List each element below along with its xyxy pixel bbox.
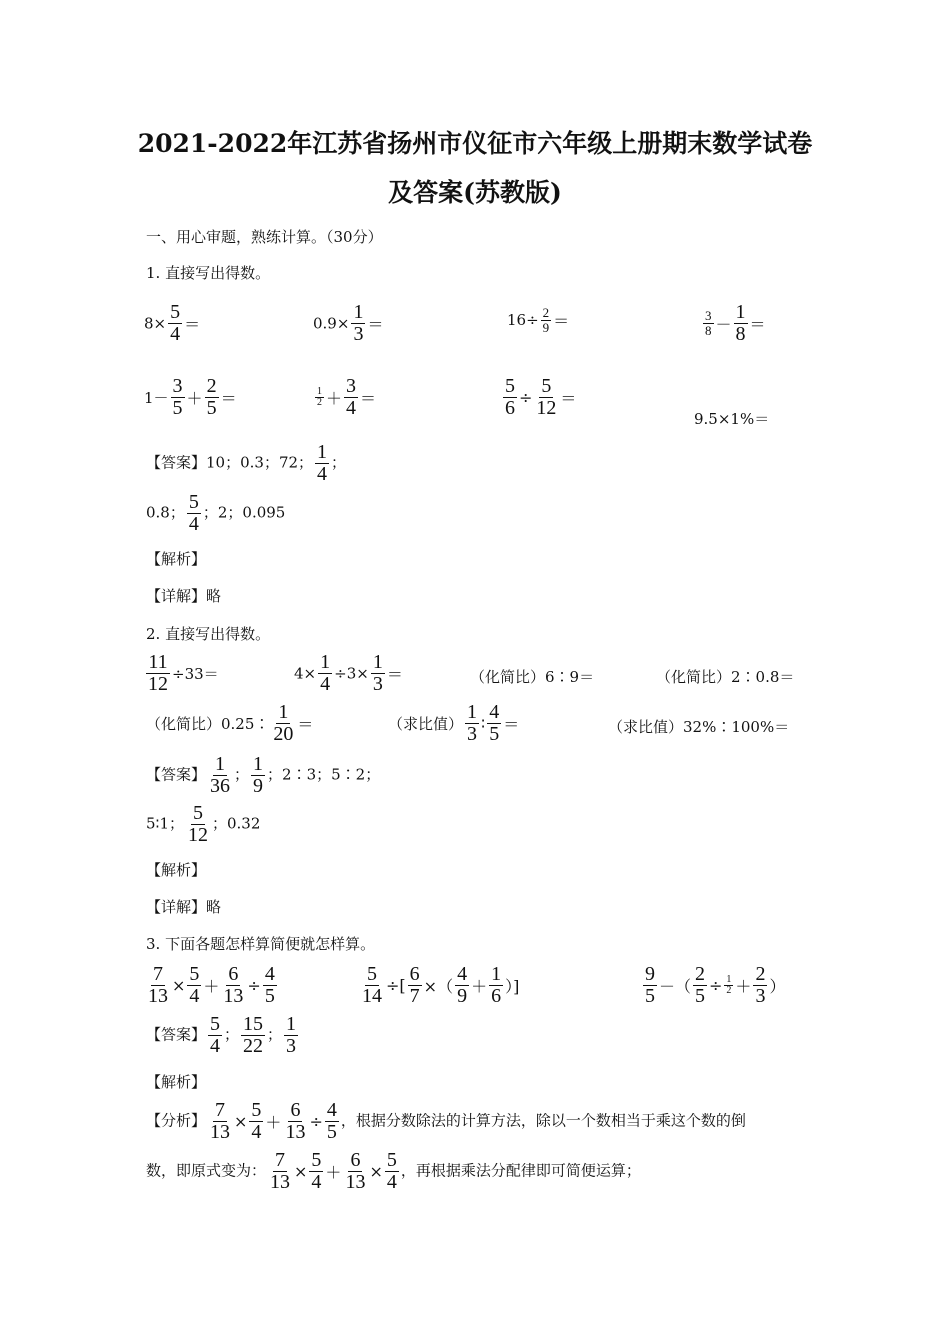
q2-analysis: 【解析】 [146,861,207,879]
q3-expr-1: $\frac{7}{13}$ × $\frac{5}{4}$ ＋ $\frac{6}{13}$ ÷ $\frac{4}{5}$ [148,963,275,1007]
q1-expr-8: 9.5×1%＝ [694,410,770,428]
section1-heading: 一、用心审题，熟练计算。（30分） [146,228,383,246]
q1-expr-5: 1－ $\frac{3}{5}$ ＋ $\frac{2}{5}$ ＝ [144,375,237,419]
q3-analysis: 【解析】 [146,1073,207,1091]
q1-answer-line2: 0.8； $\frac{5}{4}$ ；2；0.095 [146,491,286,535]
q3-fenxi-line1: 【分析】 $\frac{7}{13}$ × $\frac{5}{4}$ ＋ $\frac{6}{13}$ ÷ $\frac{4}{5}$ ，根据分数除法的计算方法，除以一个数相当于乘这个数的倒 [146,1099,746,1143]
document-title-line1: 2021-2022年江苏省扬州市仪征市六年级上册期末数学试卷 [137,129,813,158]
q2-expr-6: （求比值） $\frac{1}{3}$ ∶ $\frac{4}{5}$ ＝ [388,701,520,745]
q3-label: 3. 下面各题怎样算简便就怎样算。 [146,935,376,953]
q2-expr-5: （化简比）0.25∶ $\frac{1}{20}$ ＝ [146,701,314,745]
q2-expr-4: （化简比）2∶0.8＝ [656,668,795,686]
q1-expr-6: $\frac{1}{2}$ ＋ $\frac{3}{4}$ ＝ [317,375,377,419]
q1-analysis: 【解析】 [146,550,207,568]
document-title-line2: 及答案(苏教版) [388,178,562,207]
q3-expr-3: $\frac{9}{5}$ －（ $\frac{2}{5}$ ÷ $\frac{1}{2}$ ＋ $\frac{2}{3}$ ） [645,963,786,1007]
q2-expr-7: （求比值）32%∶100%＝ [608,718,790,736]
q2-expr-1: $\frac{11}{12}$ ÷33＝ [148,651,219,695]
q1-answer: 【答案】10；0.3；72； $\frac{1}{4}$ ； [146,441,347,485]
q2-detail: 【详解】略 [146,898,222,916]
q2-answer: 【答案】 $\frac{1}{36}$ ； $\frac{1}{9}$ ；2∶3；5∶2； [146,753,381,797]
q2-label: 2. 直接写出得数。 [146,625,271,643]
q1-expr-3: 16÷ $\frac{2}{9}$ ＝ [507,305,570,335]
q3-fenxi-line2: 数，即原式变为： $\frac{7}{13}$ × $\frac{5}{4}$ ＋ $\frac{6}{13}$ × $\frac{5}{4}$ ，再根据乘法分配律即可简便运算； [146,1149,641,1193]
q3-answer: 【答案】 $\frac{5}{4}$ ； $\frac{15}{22}$ ； $\frac{1}{3}$ [146,1013,297,1057]
q1-expr-2: 0.9× $\frac{1}{3}$ ＝ [313,301,384,345]
q1-expr-4: $\frac{3}{8}$ － $\frac{1}{8}$ ＝ [705,301,766,345]
q1-expr-7: $\frac{5}{6}$ ÷ $\frac{5}{12}$ ＝ [505,375,577,419]
q2-answer-line2: 5∶1； $\frac{5}{12}$ ；0.32 [146,802,261,846]
q1-label: 1. 直接写出得数。 [146,264,271,282]
q1-detail: 【详解】略 [146,587,222,605]
q2-expr-2: 4× $\frac{1}{4}$ ÷3× $\frac{1}{3}$ ＝ [294,651,403,695]
q2-expr-3: （化简比）6∶9＝ [470,668,595,686]
q1-expr-1: 8× $\frac{5}{4}$ ＝ [144,301,201,345]
q3-expr-2: $\frac{5}{14}$ ÷[ $\frac{6}{7}$ ×（ $\frac{4}{9}$ ＋ $\frac{1}{6}$ ）] [362,963,520,1007]
